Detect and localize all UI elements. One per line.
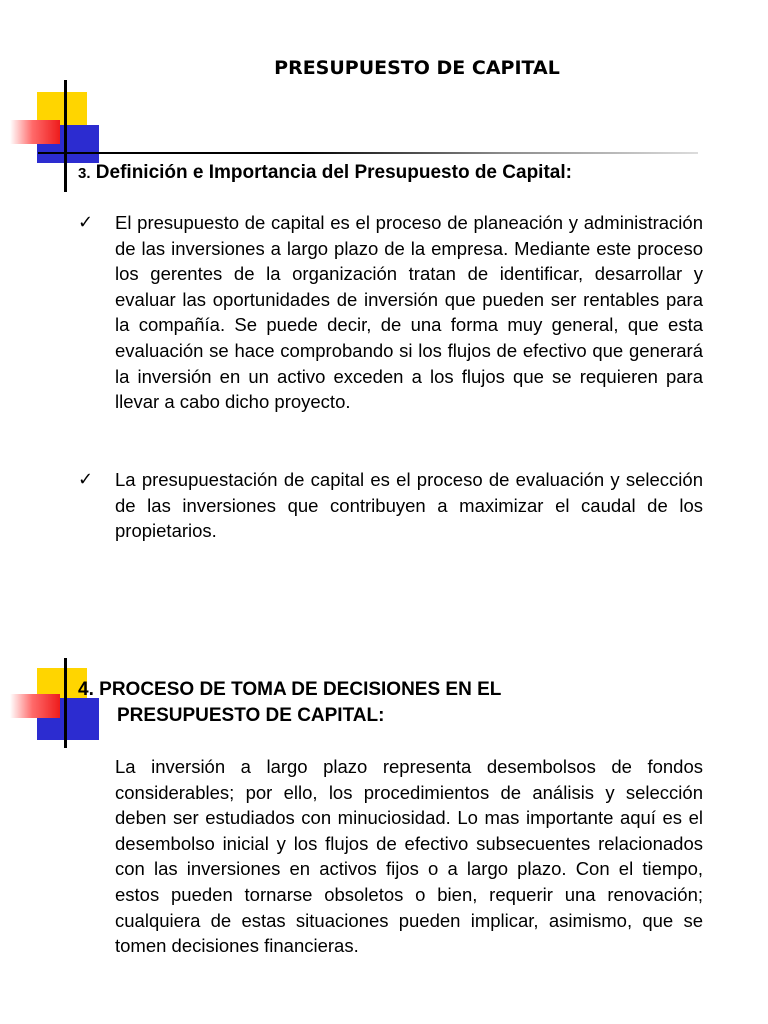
section3-bullet-1: El presupuesto de capital es el proceso de planeación y administración de las inversiones a largo plazo de la empresa. Mediante este proceso los gerentes de la organización tratan de identificar, desarrollar y evaluar las oportunidades de inversión que pueden ser rentables para la compañía. Se puede decir, de una forma muy general, que esta evaluación se hace comprobando si los flujos de efectivo que generará la inversión en un activo exceden a los flujos que se requieren para llevar a cabo dicho proyecto.	[115, 212, 703, 413]
section3-heading	[78, 160, 572, 187]
section4-paragraph: La inversión a largo plazo representa desembolsos de fondos considerables; por ello, los procedimientos de análisis y selección deben ser estudiados con minuciosidad. Lo mas importante aquí es el desembolso inicial y los flujos de efectivo subsecuentes relacionados con las inversiones en activos fijos o a largo plazo. Con el tiempo, estos pueden tornarse obsoletos o bien, requerir una renovación; cualquiera de estas situaciones pueden implicar, asimismo, que se tomen decisiones financieras.	[115, 756, 703, 957]
section3-title: Definición e Importancia del Presupuesto de Capital:	[95, 162, 572, 183]
check-mark-icon: ✓	[78, 212, 94, 233]
section4-title-line1: PROCESO DE TOMA DE DECISIONES EN EL	[99, 679, 502, 700]
page-title: PRESUPUESTO DE CAPITAL	[274, 57, 560, 79]
section4-title-line2: PRESUPUESTO DE CAPITAL:	[117, 705, 385, 726]
section3-bullet-2: La presupuestación de capital es el proceso de evaluación y selección de las inversiones que contribuyen a maximizar el caudal de los propietarios.	[115, 469, 703, 542]
section4-number: 4.	[78, 679, 94, 700]
section4-heading	[78, 677, 501, 729]
section3-number: 3.	[78, 165, 91, 182]
check-mark-icon: ✓	[78, 469, 94, 490]
